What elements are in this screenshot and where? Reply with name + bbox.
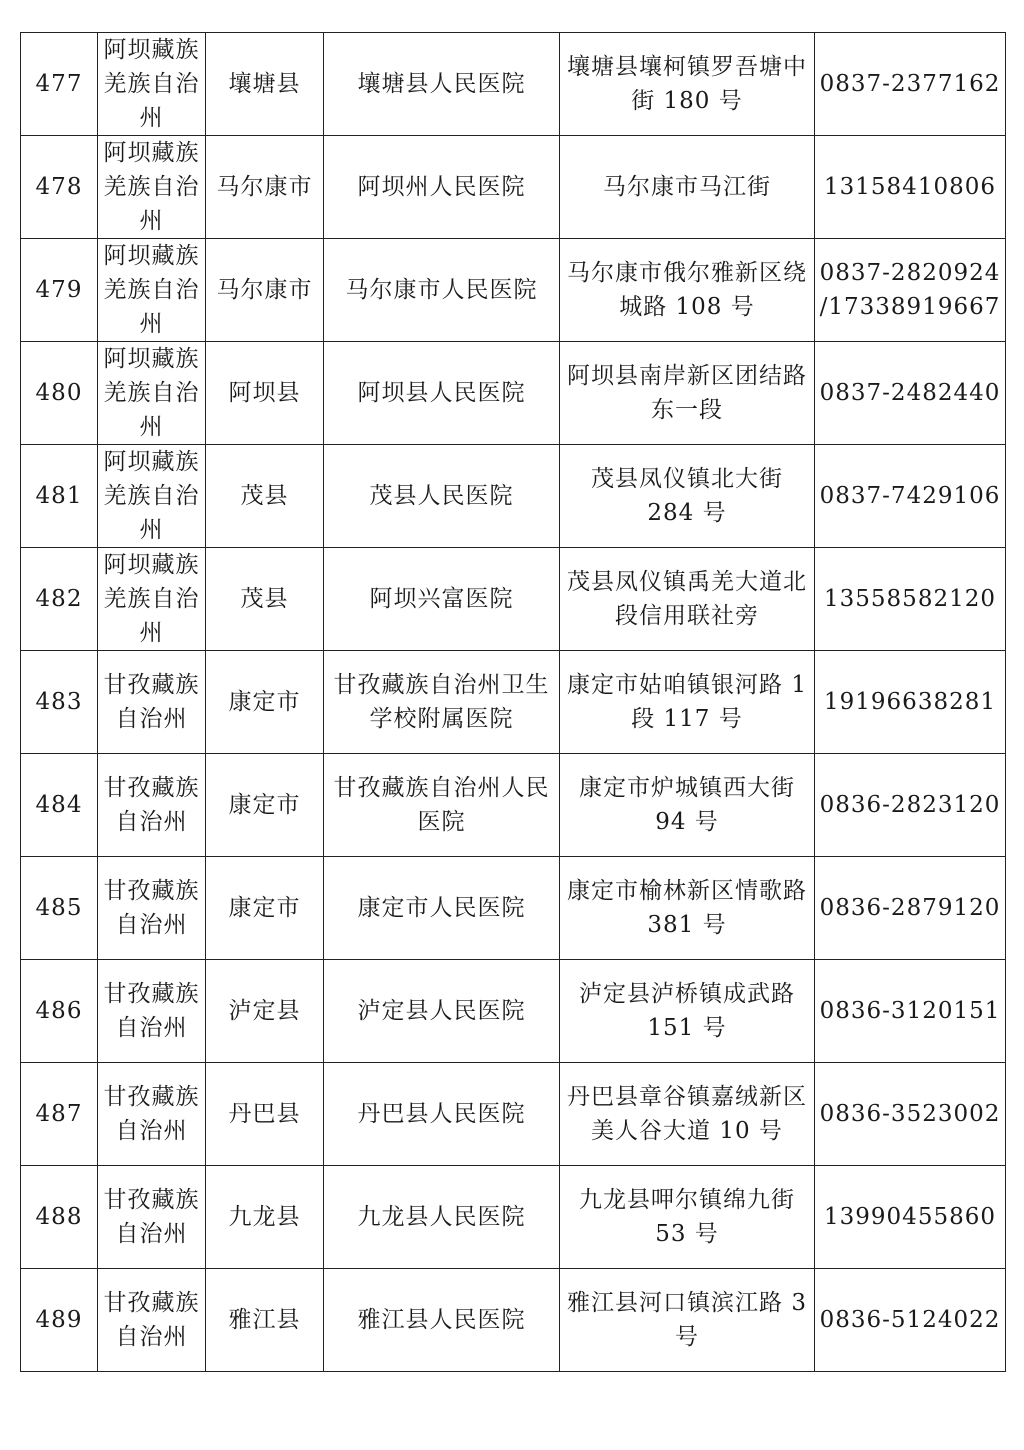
address-cell: 马尔康市马江街	[560, 136, 815, 239]
phone-cell: 0836-3523002	[815, 1063, 1006, 1166]
county-cell: 九龙县	[206, 1166, 324, 1269]
phone-cell: 0837-2820924 /17338919667	[815, 239, 1006, 342]
prefecture-cell: 阿坝藏族羌族自治州	[98, 136, 206, 239]
seq-cell: 483	[21, 651, 98, 754]
hospital-cell: 康定市人民医院	[324, 857, 560, 960]
address-cell: 康定市姑咱镇银河路 1 段 117 号	[560, 651, 815, 754]
address-cell: 壤塘县壤柯镇罗吾塘中街 180 号	[560, 33, 815, 136]
seq-cell: 488	[21, 1166, 98, 1269]
phone-cell: 0836-3120151	[815, 960, 1006, 1063]
address-cell: 雅江县河口镇滨江路 3 号	[560, 1269, 815, 1372]
prefecture-cell: 阿坝藏族羌族自治州	[98, 33, 206, 136]
address-cell: 阿坝县南岸新区团结路东一段	[560, 342, 815, 445]
table-row	[21, 445, 1006, 548]
county-cell: 壤塘县	[206, 33, 324, 136]
phone-cell: 0837-2377162	[815, 33, 1006, 136]
seq-cell: 479	[21, 239, 98, 342]
prefecture-cell: 阿坝藏族羌族自治州	[98, 548, 206, 651]
seq-cell: 481	[21, 445, 98, 548]
hospital-cell: 甘孜藏族自治州人民医院	[324, 754, 560, 857]
prefecture-cell: 阿坝藏族羌族自治州	[98, 239, 206, 342]
prefecture-cell: 甘孜藏族自治州	[98, 651, 206, 754]
seq-cell: 486	[21, 960, 98, 1063]
seq-cell: 485	[21, 857, 98, 960]
county-cell: 康定市	[206, 857, 324, 960]
county-cell: 阿坝县	[206, 342, 324, 445]
address-cell: 康定市榆林新区情歌路 381 号	[560, 857, 815, 960]
table-row	[21, 1166, 1006, 1269]
address-cell: 九龙县呷尔镇绵九街 53 号	[560, 1166, 815, 1269]
phone-cell: 19196638281	[815, 651, 1006, 754]
hospital-cell: 壤塘县人民医院	[324, 33, 560, 136]
county-cell: 丹巴县	[206, 1063, 324, 1166]
seq-cell: 478	[21, 136, 98, 239]
hospital-cell: 雅江县人民医院	[324, 1269, 560, 1372]
table-row	[21, 136, 1006, 239]
hospital-cell: 丹巴县人民医院	[324, 1063, 560, 1166]
table-row	[21, 1063, 1006, 1166]
table-row	[21, 651, 1006, 754]
table-row	[21, 239, 1006, 342]
phone-cell: 0837-2482440	[815, 342, 1006, 445]
table-row	[21, 754, 1006, 857]
phone-cell: 13158410806	[815, 136, 1006, 239]
seq-cell: 487	[21, 1063, 98, 1166]
county-cell: 马尔康市	[206, 239, 324, 342]
address-cell: 马尔康市俄尔雅新区绕城路 108 号	[560, 239, 815, 342]
hospital-table	[20, 32, 1006, 1372]
table-row	[21, 857, 1006, 960]
table-row	[21, 1269, 1006, 1372]
seq-cell: 489	[21, 1269, 98, 1372]
hospital-cell: 茂县人民医院	[324, 445, 560, 548]
seq-cell: 484	[21, 754, 98, 857]
phone-cell: 0836-5124022	[815, 1269, 1006, 1372]
county-cell: 雅江县	[206, 1269, 324, 1372]
county-cell: 茂县	[206, 445, 324, 548]
address-cell: 丹巴县章谷镇嘉绒新区美人谷大道 10 号	[560, 1063, 815, 1166]
address-cell: 康定市炉城镇西大街 94 号	[560, 754, 815, 857]
county-cell: 康定市	[206, 651, 324, 754]
phone-cell: 0837-7429106	[815, 445, 1006, 548]
hospital-cell: 马尔康市人民医院	[324, 239, 560, 342]
prefecture-cell: 甘孜藏族自治州	[98, 857, 206, 960]
seq-cell: 477	[21, 33, 98, 136]
county-cell: 泸定县	[206, 960, 324, 1063]
table-row	[21, 342, 1006, 445]
address-cell: 泸定县泸桥镇成武路 151 号	[560, 960, 815, 1063]
phone-cell: 13990455860	[815, 1166, 1006, 1269]
hospital-cell: 阿坝县人民医院	[324, 342, 560, 445]
address-cell: 茂县凤仪镇禹羌大道北段信用联社旁	[560, 548, 815, 651]
county-cell: 康定市	[206, 754, 324, 857]
county-cell: 马尔康市	[206, 136, 324, 239]
seq-cell: 480	[21, 342, 98, 445]
table-row	[21, 33, 1006, 136]
prefecture-cell: 甘孜藏族自治州	[98, 754, 206, 857]
phone-cell: 0836-2823120	[815, 754, 1006, 857]
table-row	[21, 548, 1006, 651]
hospital-cell: 甘孜藏族自治州卫生学校附属医院	[324, 651, 560, 754]
seq-cell: 482	[21, 548, 98, 651]
hospital-cell: 泸定县人民医院	[324, 960, 560, 1063]
table-body	[21, 33, 1006, 1372]
hospital-cell: 九龙县人民医院	[324, 1166, 560, 1269]
hospital-cell: 阿坝兴富医院	[324, 548, 560, 651]
prefecture-cell: 阿坝藏族羌族自治州	[98, 445, 206, 548]
address-cell: 茂县凤仪镇北大街 284 号	[560, 445, 815, 548]
phone-cell: 13558582120	[815, 548, 1006, 651]
table-row	[21, 960, 1006, 1063]
prefecture-cell: 甘孜藏族自治州	[98, 1063, 206, 1166]
hospital-cell: 阿坝州人民医院	[324, 136, 560, 239]
prefecture-cell: 阿坝藏族羌族自治州	[98, 342, 206, 445]
phone-cell: 0836-2879120	[815, 857, 1006, 960]
prefecture-cell: 甘孜藏族自治州	[98, 1269, 206, 1372]
county-cell: 茂县	[206, 548, 324, 651]
prefecture-cell: 甘孜藏族自治州	[98, 1166, 206, 1269]
prefecture-cell: 甘孜藏族自治州	[98, 960, 206, 1063]
